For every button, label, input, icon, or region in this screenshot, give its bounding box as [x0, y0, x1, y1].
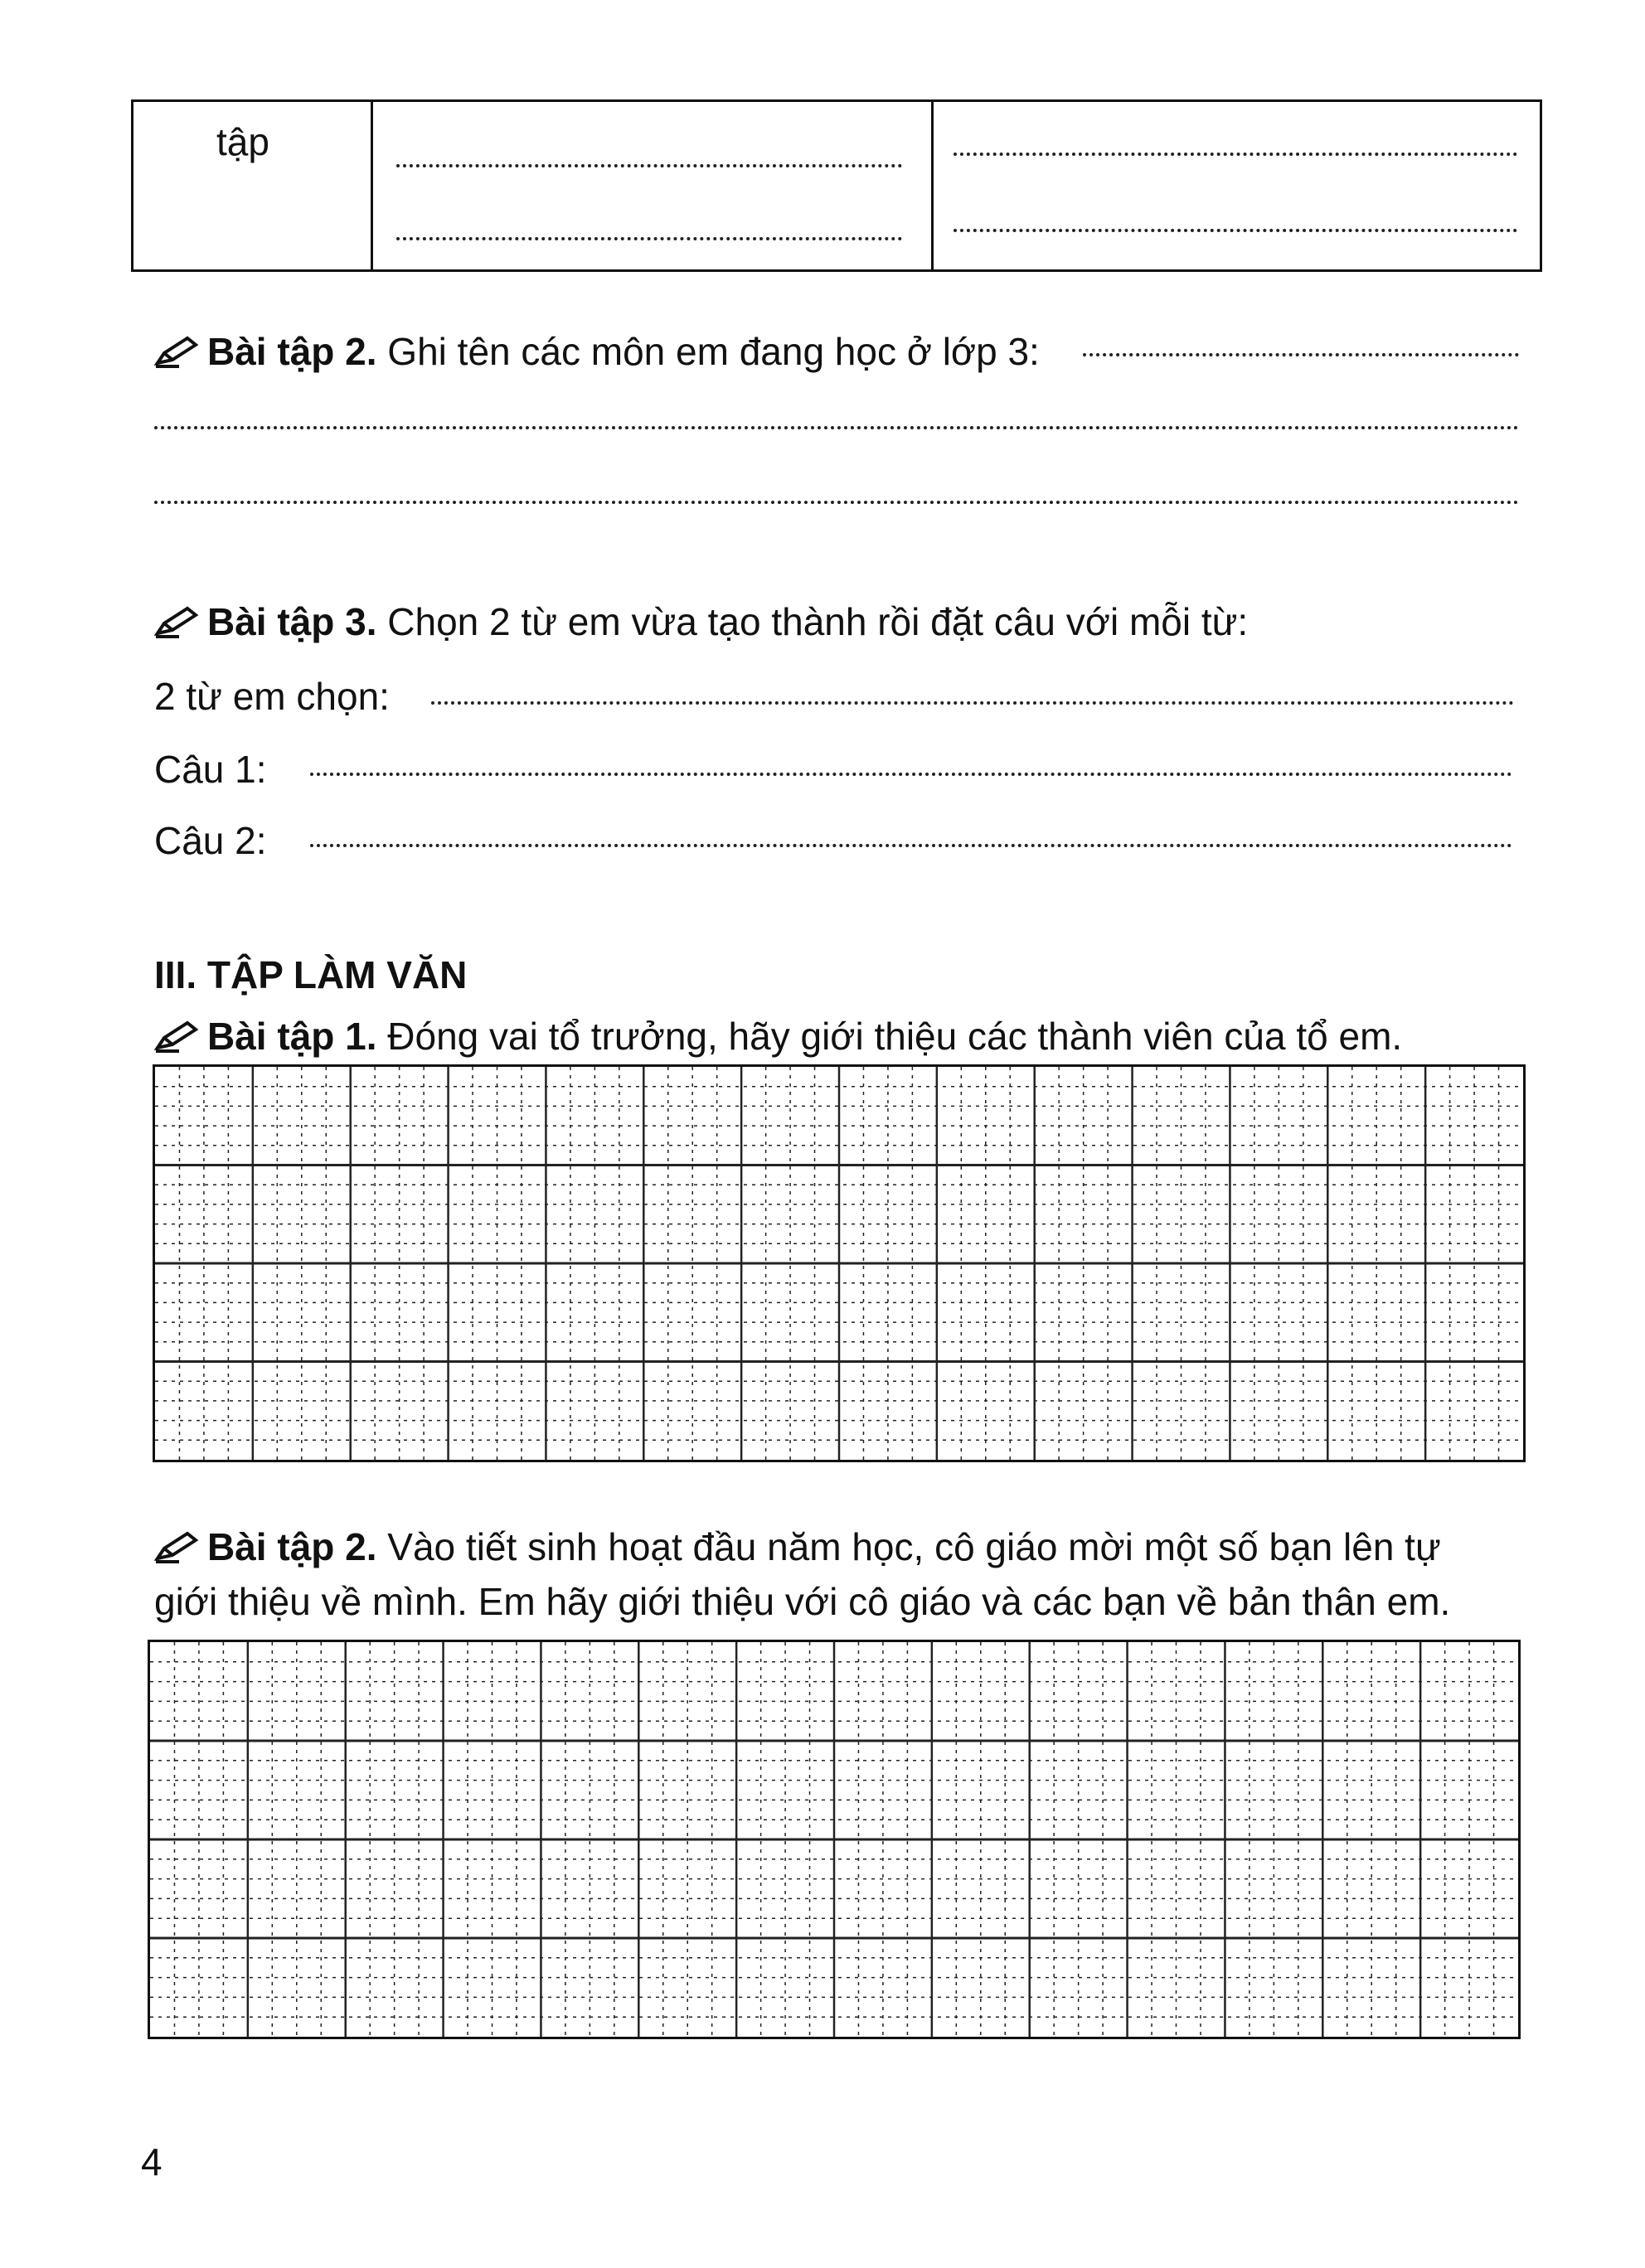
table-row-label: tập [216, 120, 269, 163]
exercise-number: Bài tập 1. [207, 1015, 377, 1058]
writing-grid-1[interactable] [153, 1064, 1526, 1462]
exercise-instruction: Ghi tên các môn em đang học ở lớp 3: [387, 330, 1040, 373]
grid-lines [150, 1642, 1518, 2037]
exercise-instruction: Đóng vai tổ trưởng, hãy giới thiệu các thành viên của tổ em. [387, 1015, 1403, 1058]
pencil-icon [154, 605, 199, 638]
answer-line[interactable] [954, 229, 1517, 232]
writing-grid-2[interactable] [148, 1640, 1521, 2039]
page-number: 4 [141, 2140, 163, 2183]
answer-line[interactable] [154, 501, 1519, 504]
exercise-2-prompt [154, 328, 1040, 375]
sentence-2-label: Câu 2: [154, 819, 267, 862]
section-heading: III. TẬP LÀM VĂN [154, 953, 468, 996]
table-divider [931, 102, 934, 269]
answer-line[interactable] [310, 773, 1512, 776]
writing-exercise-2-prompt [154, 1524, 1441, 1570]
answer-line[interactable] [954, 153, 1517, 156]
pencil-icon [154, 1020, 199, 1053]
answer-table [131, 99, 1542, 272]
pencil-icon [154, 335, 199, 368]
exercise-3-prompt [154, 598, 1248, 645]
table-divider [371, 102, 373, 269]
writing-exercise-2-prompt-cont: giới thiệu về mình. Em hãy giới thiệu với cô giáo và các bạn về bản thân em. [154, 1580, 1451, 1623]
sentence-1-label: Câu 1: [154, 748, 267, 791]
answer-line[interactable] [154, 426, 1519, 429]
exercise-number: Bài tập 2. [207, 1525, 377, 1568]
answer-line[interactable] [396, 237, 902, 240]
grid-lines [155, 1067, 1523, 1460]
exercise-instruction: Vào tiết sinh hoạt đầu năm học, cô giáo mời một số bạn lên tự [387, 1525, 1441, 1568]
answer-line[interactable] [431, 701, 1514, 705]
exercise-instruction: Chọn 2 từ em vừa tạo thành rồi đặt câu với mỗi từ: [387, 600, 1249, 643]
exercise-number: Bài tập 2. [207, 330, 377, 373]
exercise-number: Bài tập 3. [207, 600, 377, 643]
writing-exercise-1-prompt [154, 1013, 1402, 1059]
answer-line[interactable] [396, 164, 902, 167]
chosen-words-label: 2 từ em chọn: [154, 675, 390, 718]
answer-line[interactable] [310, 844, 1512, 847]
answer-line[interactable] [1083, 353, 1519, 356]
pencil-icon [154, 1530, 199, 1563]
